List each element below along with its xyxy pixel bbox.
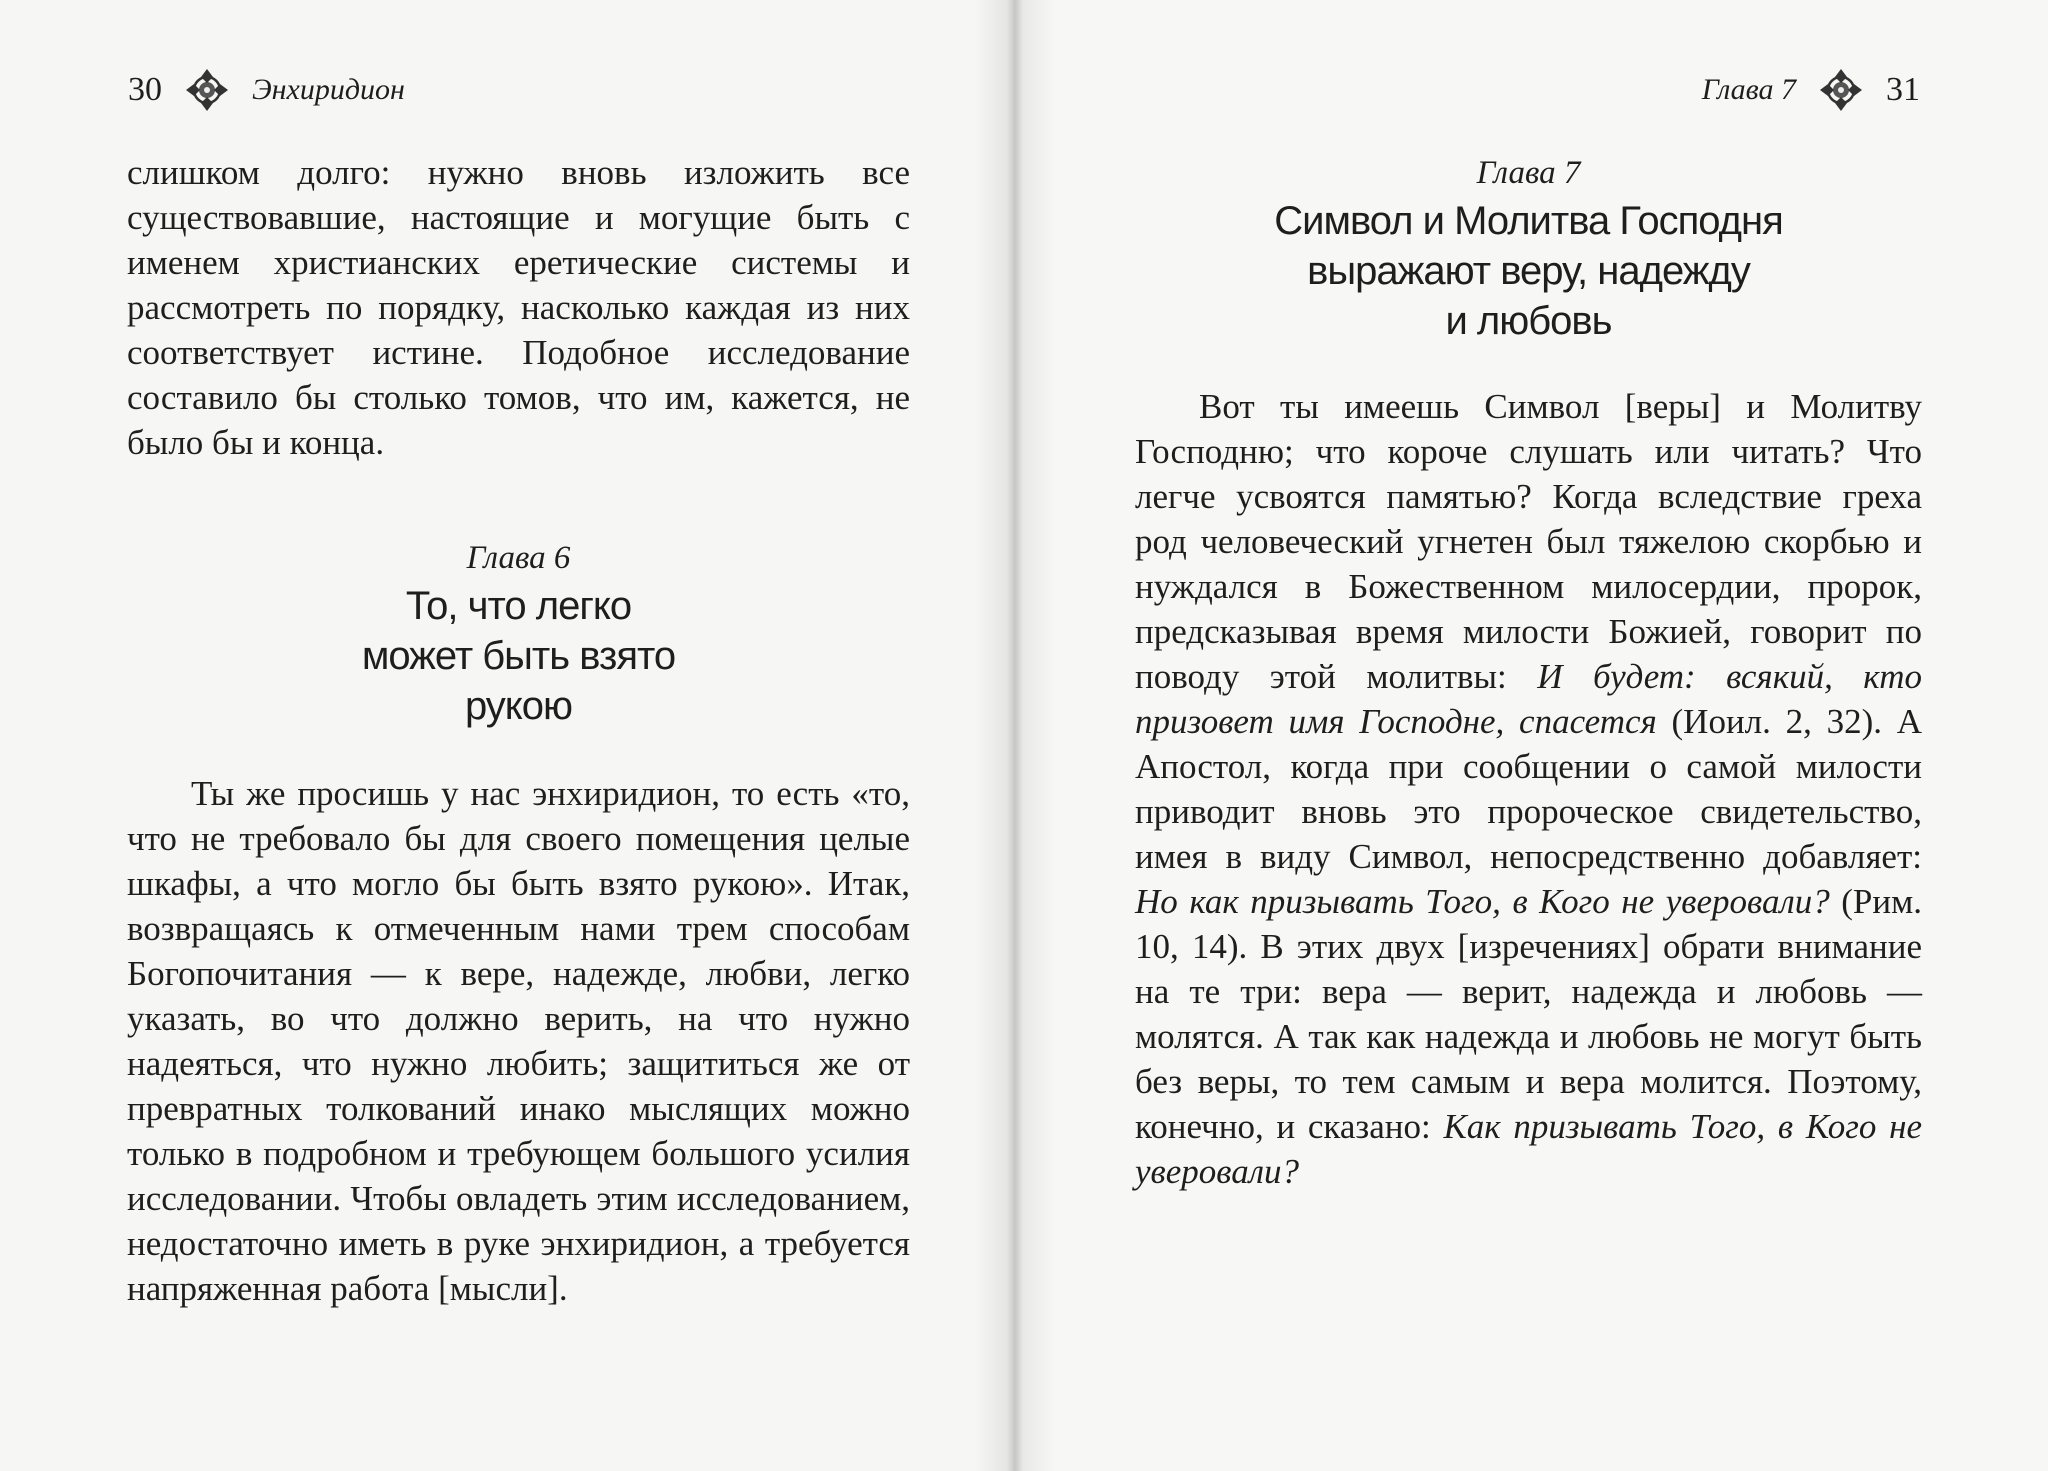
chapter-title-line: То, что легко (405, 584, 632, 628)
chapter-7-heading (1135, 150, 1922, 346)
chapter-7-body (1135, 384, 1922, 1194)
scripture-quote: Как призывать Того, в Кого не уверовали? (1135, 1107, 1923, 1191)
chapter-title-line: может быть взято (361, 634, 676, 678)
chapter-label: Глава 7 (1476, 155, 1581, 191)
body-text: Вот ты имеешь Символ [веры] и Молитву Господню; что короче слушать или читать? Что легче усвоятся памятью? Когда вследствие греха род человеческий угнетен был тяжелою скорбью и нуждался в Божественном милосердии, пророк, предсказывая время милости Божией, говорит по поводу этой молитвы: (1135, 387, 1922, 696)
right-page-header (1702, 62, 1920, 118)
book-gutter-shadow (975, 0, 1055, 1471)
chapter-label: Глава 6 (466, 540, 571, 576)
scripture-quote: И будет: всякий, кто призовет имя Господне, спасется (1135, 657, 1922, 741)
chapter-6-heading (127, 535, 910, 731)
left-page-header (128, 62, 405, 118)
chapter-6-body: Ты же просишь у нас энхиридион, то есть «то, что не требовало бы для своего помещения целые шкафы, а что могло бы быть взято рукою». Итак, возвращаясь к отмеченным нами трем способам Богопочитания — к вере, надежде, любви, легко указать, во что должно верить, на что нужно надеяться, что нужно любить; защититься же от превратных толкований инако мыслящих можно только в подробном и требующем большого усилия исследовании. Чтобы овладеть этим исследованием, недостаточно иметь в руке энхиридион, а требуется напряженная работа [мысли]. (127, 774, 910, 1308)
running-title: Глава 7 (1701, 73, 1796, 106)
left-page (0, 0, 1010, 1471)
page-number: 31 (1886, 71, 1920, 108)
page-number: 30 (128, 71, 162, 108)
continuation-paragraph: слишком долго: нужно вновь изложить все существовавшие, настоящие и могущие быть с именем христианских еретические системы и рассмотреть по порядку, насколько каждая из них соответствует истине. Подобное исследование составило бы столько томов, что им, кажется, не было бы и конца. (127, 153, 910, 462)
chapter-title-line: рукою (465, 684, 572, 728)
running-title: Энхиридион (252, 73, 405, 106)
scripture-quote: Но как призывать Того, в Кого не уверовали? (1135, 882, 1830, 921)
chapter-title-line: Символ и Молитва Господня (1274, 199, 1783, 243)
celtic-cross-ornament-icon (1818, 67, 1864, 113)
chapter-title-line: и любовь (1445, 299, 1612, 343)
celtic-cross-ornament-icon (184, 67, 230, 113)
right-text-block (1135, 150, 1922, 1194)
body-text: (Рим. 10, 14). В этих двух [изречениях] обрати внимание на те три: вера — верит, надежда и любовь — молятся. А так как надежда и любовь не могут быть без веры, то тем самым и вера молится. Поэтому, конечно, и сказано: (1135, 882, 1922, 1146)
left-text-block (127, 150, 910, 1311)
chapter-title-line: выражают веру, надежду (1307, 249, 1750, 293)
body-text: (Иоил. 2, 32). А Апостол, когда при сообщении о самой милости приводит вновь это пророческое свидетельство, имея в виду Символ, непосредственно добавляет: (1135, 702, 1922, 876)
